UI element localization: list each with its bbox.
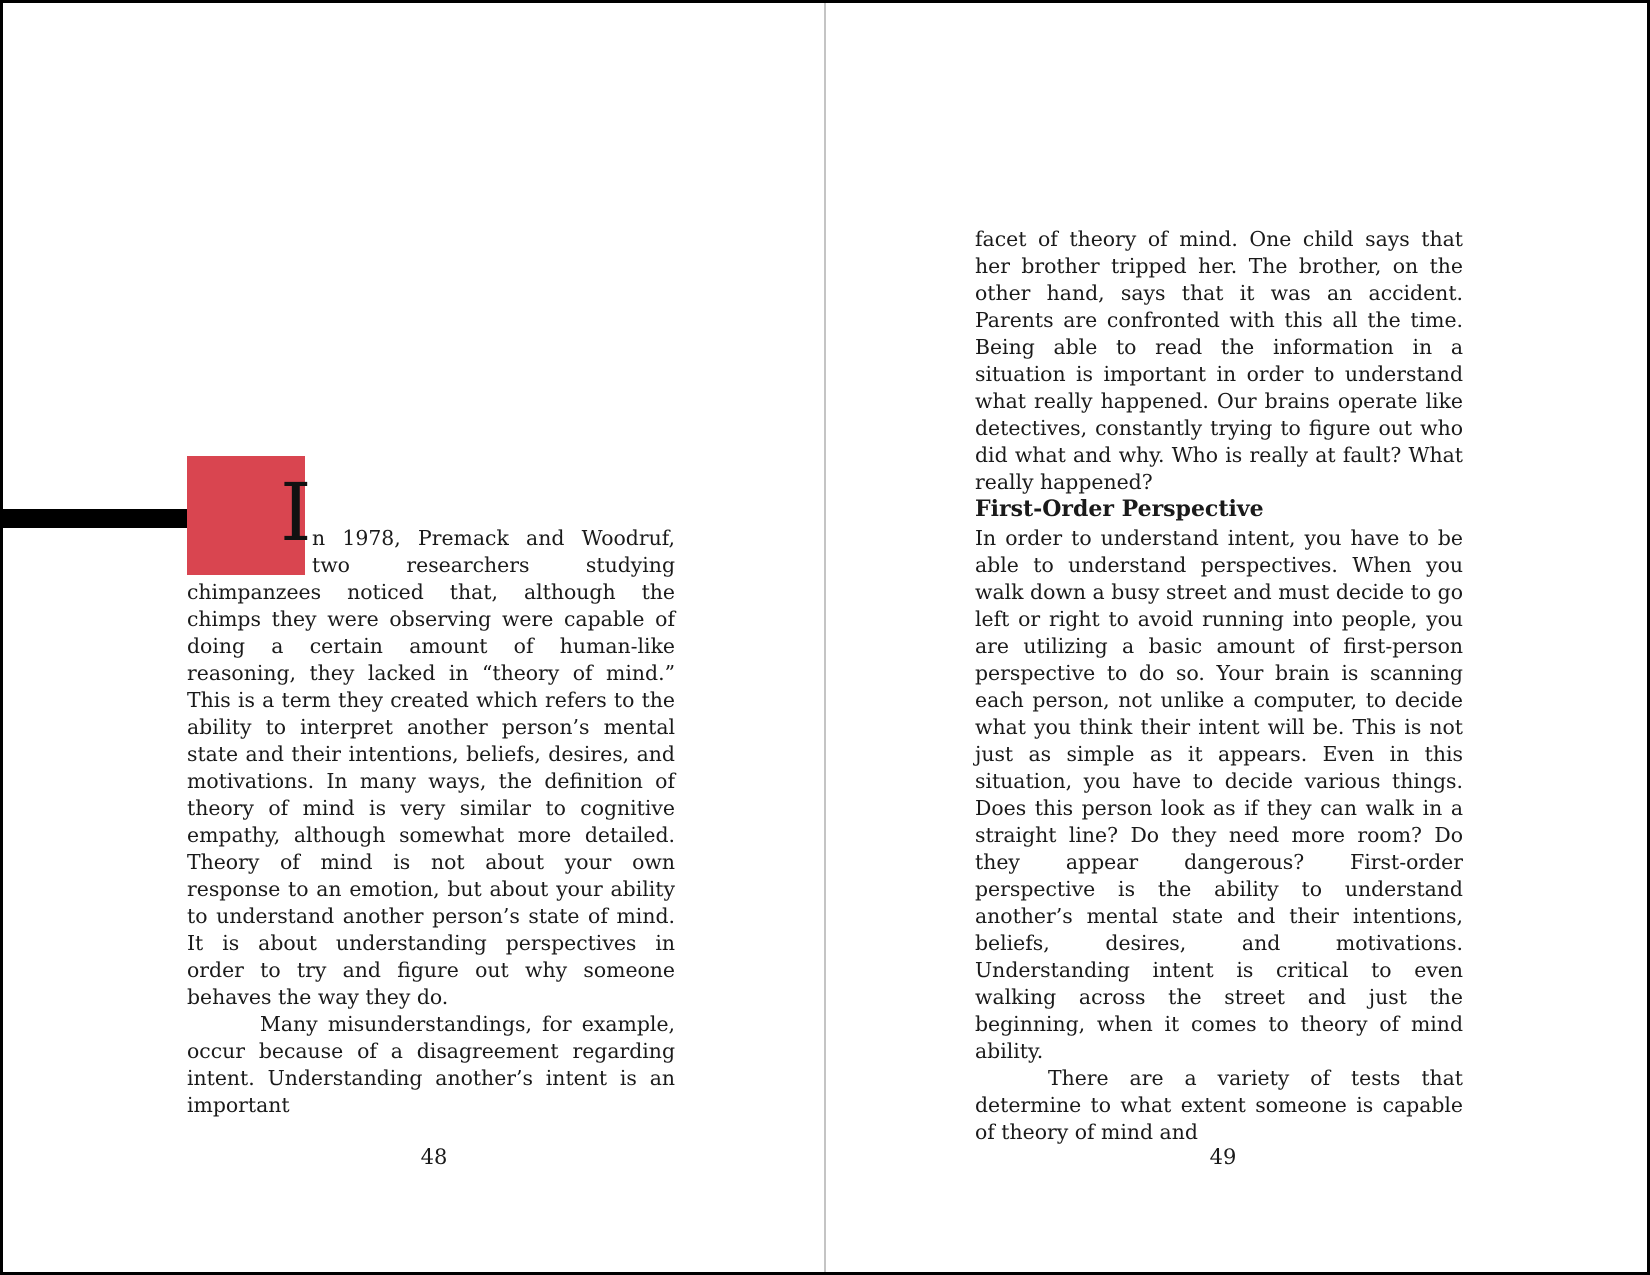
- right-paragraph-1: facet of theory of mind. One child says that her brother tripped her. The brother, on the other hand, says that it was an accident. Parents are confronted with this all the time. Being able to read the information in a situation is important in order to understand what really happened. Our brains operate like detectives, constantly trying to figure out who did what and why. Who is really at fault? What really happened?: [975, 227, 1463, 494]
- left-paragraph-1-text: n 1978, Premack and Woodruf, two researchers studying chimpanzees noticed that, although the chimps they were observing were capable of doing a certain amount of human-like reasoning, they lacked in “theory of mind.” This is a term they created which refers to the ability to interpret another person’s mental state and their intentions, beliefs, desires, and motivations. In many ways, the definition of theory of mind is very similar to cognitive empathy, although somewhat more detailed. Theory of mind is not about your own response to an emotion, but about your ability to understand another person’s state of mind. It is about understanding perspectives in order to try and figure out why someone behaves the way they do.: [187, 526, 675, 1009]
- left-page: [0, 0, 824, 1275]
- right-page-body: [975, 525, 1463, 1146]
- chapter-marker-bar: [3, 509, 189, 528]
- page-number-left: 48: [420, 1145, 448, 1169]
- drop-cap-letter: I: [280, 466, 312, 559]
- section-heading: First-Order Perspective: [975, 496, 1264, 522]
- right-paragraph-2: In order to understand intent, you have to be able to understand perspectives. When you walk down a busy street and must decide to go left or right to avoid running into people, you are utilizing a basic amount of first-person perspective to do so. Your brain is scanning each person, not unlike a computer, to decide what you think their intent will be. This is not just as simple as it appears. Even in this situation, you have to decide various things. Does this person look as if they can walk in a straight line? Do they need more room? Do they appear dangerous? First-order perspective is the ability to understand another’s mental state and their intentions, beliefs, desires, and motivations. Understanding intent is critical to even walking across the street and just the beginning, when it comes to theory of mind ability.: [975, 526, 1463, 1063]
- drop-cap-spacer: [187, 525, 312, 579]
- left-paragraph-1: [187, 525, 675, 1011]
- page-number-right: 49: [1209, 1145, 1237, 1169]
- left-paragraph-2: Many misunderstandings, for example, occur because of a disagreement regarding intent. Understanding another’s intent is an important: [187, 1012, 675, 1117]
- left-page-body: [187, 525, 675, 1119]
- right-paragraph-3: There are a variety of tests that determine to what extent someone is capable of theory of mind and: [975, 1066, 1463, 1144]
